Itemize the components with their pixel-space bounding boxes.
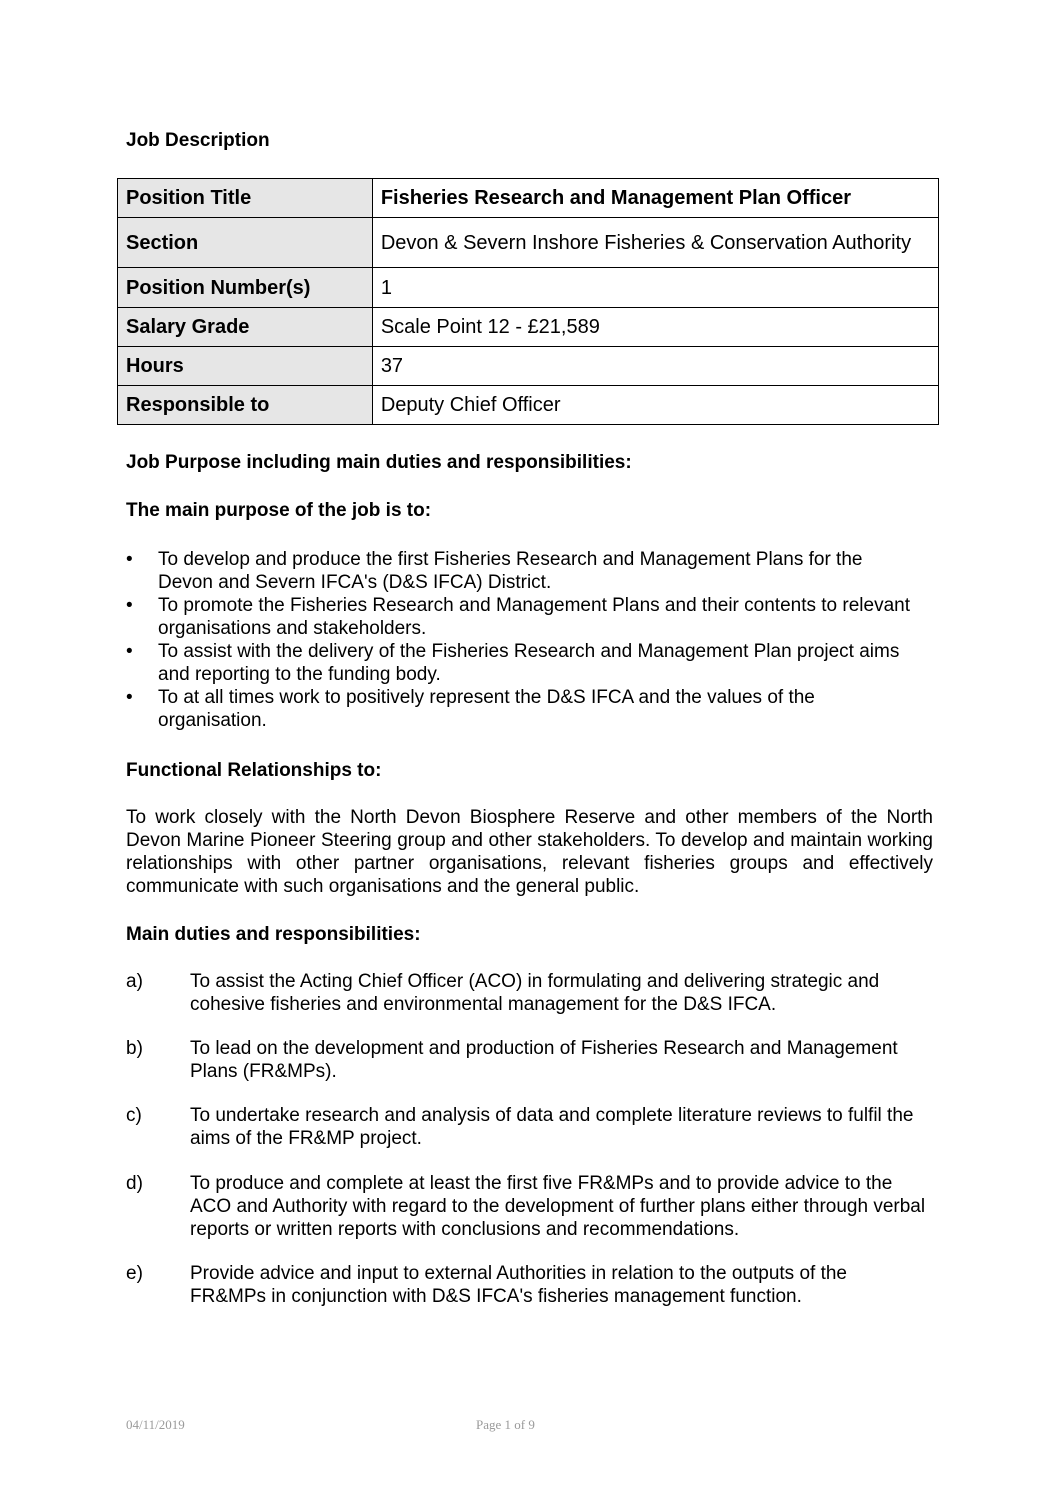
- row-value-position-number: 1: [372, 268, 938, 308]
- list-item-text: To promote the Fisheries Research and Management Plans and their contents to relevant organisations and stakeholders.: [158, 595, 910, 639]
- table-row: [118, 386, 939, 425]
- row-label-hours: Hours: [118, 347, 373, 386]
- list-item: [126, 640, 916, 686]
- duty-text: To assist the Acting Chief Officer (ACO) in formulating and delivering strategic and cohesive fisheries and environmental management for the D&S IFCA.: [190, 971, 880, 1015]
- table-row: [118, 268, 939, 308]
- footer-date: 04/11/2019: [126, 1417, 185, 1432]
- job-purpose-heading: Job Purpose including main duties and responsibilities:: [126, 452, 632, 473]
- duty-letter: e): [126, 1263, 143, 1284]
- list-item-text: To develop and produce the first Fisheries Research and Management Plans for the Devon and Severn IFCA's (D&S IFCA) District.: [158, 549, 863, 593]
- row-label-position-number: Position Number(s): [118, 268, 373, 308]
- bullet-icon: •: [126, 687, 133, 708]
- footer-page-number: Page 1 of 9: [476, 1417, 535, 1432]
- duty-item-b: [126, 1037, 926, 1083]
- bullet-icon: •: [126, 641, 133, 662]
- duty-text: To produce and complete at least the first five FR&MPs and to provide advice to the ACO and Authority with regard to the development of further plans either through verbal reports or written reports with conclusions and recommendations.: [190, 1173, 926, 1240]
- list-item-text: To assist with the delivery of the Fisheries Research and Management Plan project aims and reporting to the funding body.: [158, 641, 900, 685]
- table-row: [118, 218, 939, 268]
- duty-item-e: [126, 1262, 926, 1308]
- bullet-icon: •: [126, 595, 133, 616]
- bullet-icon: •: [126, 549, 133, 570]
- main-duties-heading: Main duties and responsibilities:: [126, 924, 421, 945]
- functional-relationships-heading: Functional Relationships to:: [126, 760, 382, 781]
- table-row: [118, 347, 939, 386]
- list-item: [126, 686, 916, 732]
- row-value-position-title: Fisheries Research and Management Plan Officer: [372, 179, 938, 218]
- row-label-responsible-to: Responsible to: [118, 386, 373, 425]
- row-value-hours: 37: [372, 347, 938, 386]
- duty-letter: c): [126, 1105, 142, 1126]
- list-item: [126, 594, 916, 640]
- duty-text: Provide advice and input to external Authorities in relation to the outputs of the FR&MPs in conjunction with D&S IFCA's fisheries management function.: [190, 1263, 847, 1307]
- table-row: [118, 179, 939, 218]
- list-item-text: To at all times work to positively represent the D&S IFCA and the values of the organisation.: [158, 687, 815, 731]
- duty-item-d: [126, 1172, 926, 1241]
- duty-text: To undertake research and analysis of data and complete literature reviews to fulfil the aims of the FR&MP project.: [190, 1105, 914, 1149]
- duty-item-c: [126, 1104, 926, 1150]
- row-value-responsible-to: Deputy Chief Officer: [372, 386, 938, 425]
- duty-letter: a): [126, 971, 143, 992]
- document-title: Job Description: [126, 130, 270, 151]
- job-info-table: [117, 178, 939, 425]
- duty-letter: b): [126, 1038, 143, 1059]
- functional-relationships-text: To work closely with the North Devon Biosphere Reserve and other members of the North Devon Marine Pioneer Steering group and other stakeholders. To develop and maintain working relationships with other partner organisations, relevant fisheries groups and effectively communicate with such organisations and the general public.: [126, 807, 933, 897]
- table-row: [118, 308, 939, 347]
- row-value-salary-grade: Scale Point 12 - £21,589: [372, 308, 938, 347]
- row-label-position-title: Position Title: [118, 179, 373, 218]
- row-label-salary-grade: Salary Grade: [118, 308, 373, 347]
- duty-item-a: [126, 970, 926, 1016]
- list-item: [126, 548, 916, 594]
- duty-letter: d): [126, 1173, 143, 1194]
- page-footer: [0, 1417, 1058, 1437]
- row-label-section: Section: [118, 218, 373, 268]
- row-value-section: Devon & Severn Inshore Fisheries & Conservation Authority: [372, 218, 938, 268]
- main-purpose-heading: The main purpose of the job is to:: [126, 500, 432, 521]
- duty-text: To lead on the development and production of Fisheries Research and Management Plans (FR&MPs).: [190, 1038, 898, 1082]
- purpose-bullet-list: [126, 548, 916, 732]
